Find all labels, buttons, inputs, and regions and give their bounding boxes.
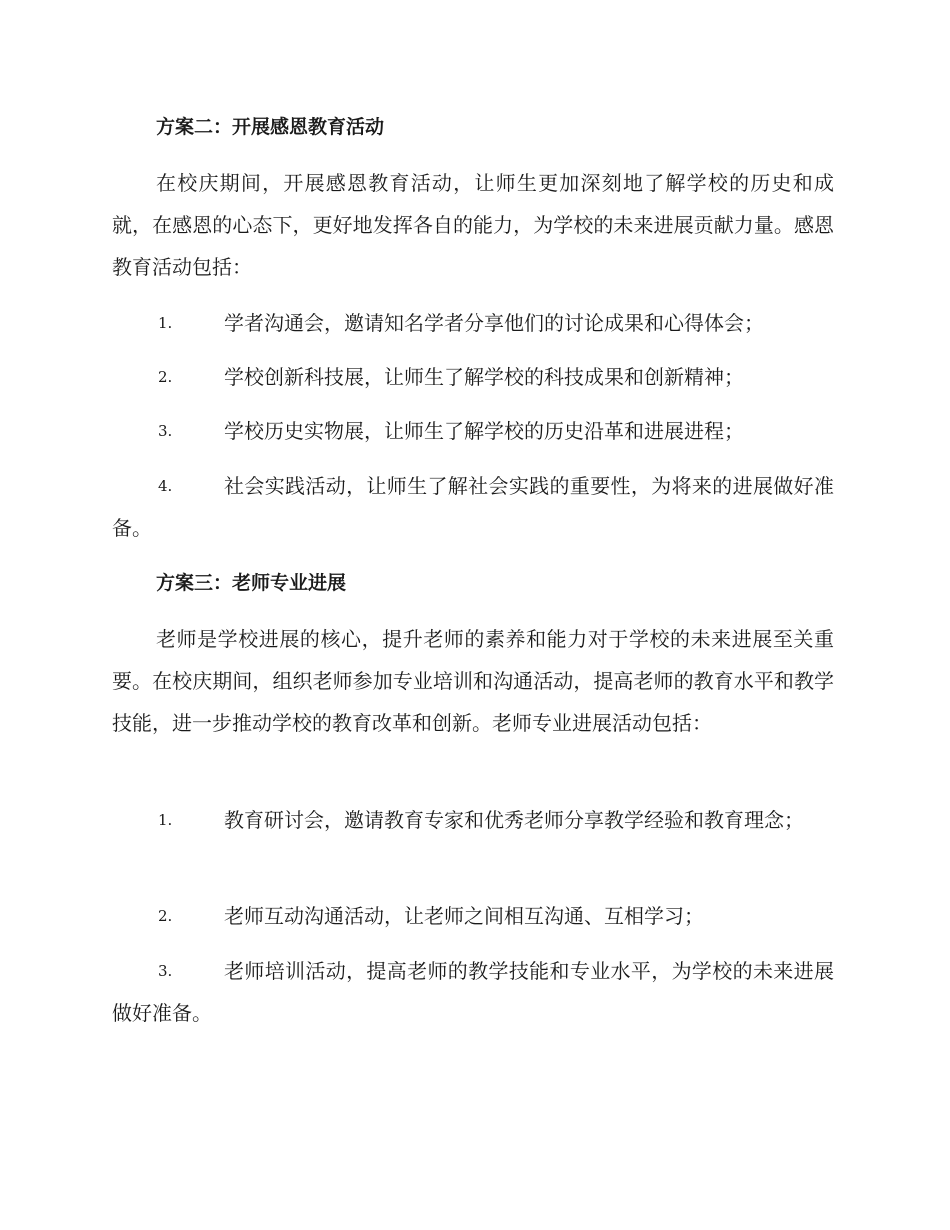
section-2-title: 方案二：开展感恩教育活动 [156, 116, 385, 138]
list-number: 4. [158, 477, 173, 495]
section-2-item-2 [112, 356, 834, 398]
list-item-text: 学者沟通会，邀请知名学者分享他们的讨论成果和心得体会； [224, 311, 764, 335]
list-item-text: 老师互动沟通活动，让老师之间相互沟通、互相学习； [224, 904, 704, 928]
list-number: 1. [158, 314, 173, 332]
section-2-item-4 [112, 465, 834, 549]
section-3-item-3 [112, 950, 834, 1034]
section-3-intro: 老师是学校进展的核心，提升老师的素养和能力对于学校的未来进展至关重要。在校庆期间，组织老师参加专业培训和沟通活动，提高老师的教育水平和教学技能，进一步推动学校的教育改革和创新。老师专业进展活动包括： [112, 627, 834, 735]
list-item-text: 社会实践活动，让师生了解社会实践的重要性，为将来的进展做好准备。 [112, 474, 834, 540]
section-2-item-3 [112, 410, 834, 452]
section-3-item-2 [112, 895, 834, 937]
section-3-title: 方案三：老师专业进展 [156, 572, 347, 594]
section-2-intro: 在校庆期间，开展感恩教育活动，让师生更加深刻地了解学校的历史和成就，在感恩的心态下，更好地发挥各自的能力，为学校的未来进展贡献力量。感恩教育活动包括： [112, 171, 834, 279]
list-number: 1. [158, 811, 173, 829]
list-item-text: 老师培训活动，提高老师的教学技能和专业水平，为学校的未来进展做好准备。 [112, 959, 834, 1025]
section-3-item-1 [112, 799, 834, 841]
list-item-text: 学校历史实物展，让师生了解学校的历史沿革和进展进程； [224, 419, 744, 443]
list-number: 2. [158, 368, 173, 386]
list-number: 3. [158, 422, 173, 440]
list-number: 2. [158, 907, 173, 925]
list-number: 3. [158, 962, 173, 980]
list-item-text: 学校创新科技展，让师生了解学校的科技成果和创新精神； [224, 365, 744, 389]
section-2-item-1 [112, 302, 834, 344]
list-item-text: 教育研讨会，邀请教育专家和优秀老师分享教学经验和教育理念； [224, 808, 804, 832]
